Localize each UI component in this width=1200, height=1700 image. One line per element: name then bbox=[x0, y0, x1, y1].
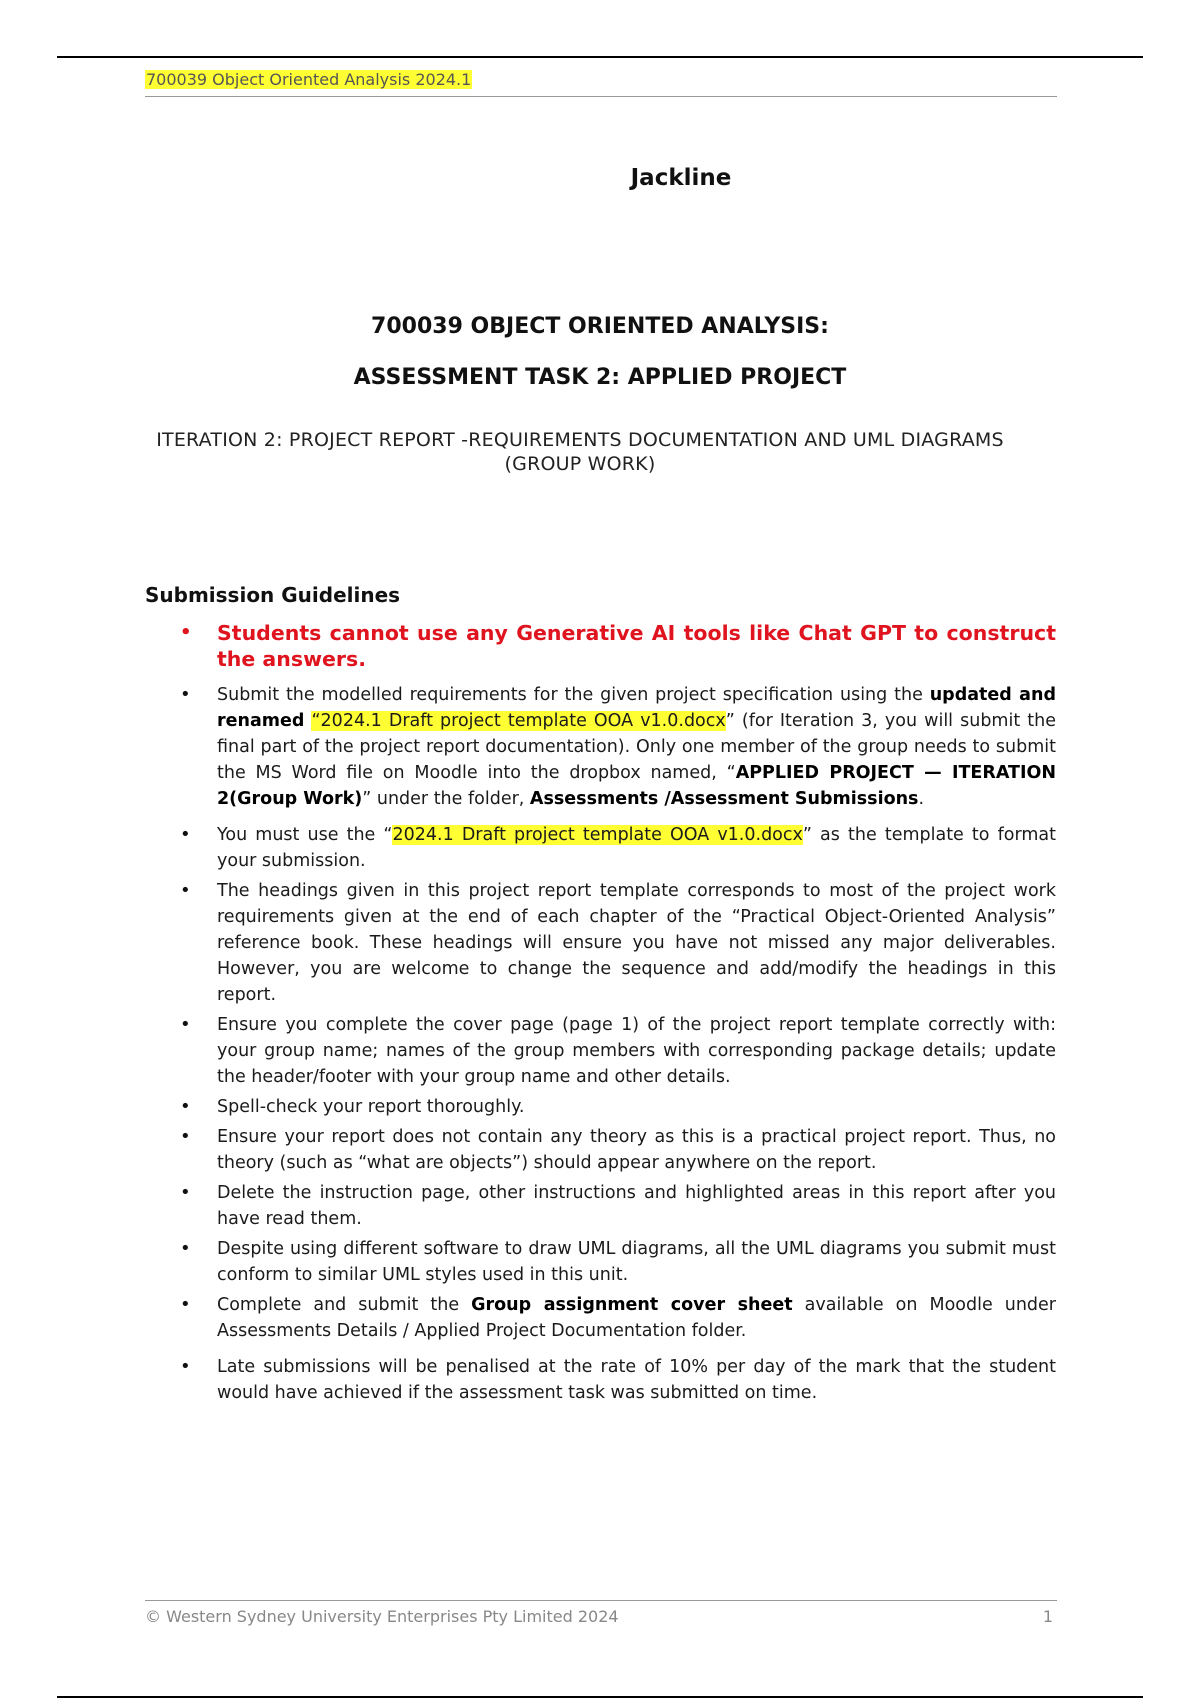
template-filename-highlight: 2024.1 Draft project template OOA v1.0.docx bbox=[392, 825, 803, 845]
guideline-ai-warning: • Students cannot use any Generative AI tools like Chat GPT to construct the answers. bbox=[180, 620, 1056, 672]
running-header bbox=[145, 70, 1057, 97]
guidelines-list bbox=[180, 620, 1056, 1410]
guideline-delete-instructions: • Delete the instruction page, other instructions and highlighted areas in this report after you have read them. bbox=[180, 1180, 1056, 1232]
guideline-cover-sheet: • Complete and submit the Group assignment cover sheet available on Moodle under Assessments Details / Applied Project Documentation folder. bbox=[180, 1292, 1056, 1344]
guideline-submit: • Submit the modelled requirements for the given project specification using the updated and renamed “2024.1 Draft project template OOA v1.0.docx” (for Iteration 3, you will submit the final part of the project report documentation). Only one member of the group needs to submit the MS Word file on Moodle into the dropbox named, “APPLIED PROJECT — ITERATION 2(Group Work)” under the folder, Assessments /Assessment Submissions. bbox=[180, 682, 1056, 812]
iteration-subtitle bbox=[110, 428, 1050, 476]
author-name: Jackline bbox=[630, 165, 732, 191]
guideline-late-submissions: • Late submissions will be penalised at the rate of 10% per day of the mark that the student would have achieved if the assessment task was submitted on time. bbox=[180, 1354, 1056, 1406]
page-footer bbox=[145, 1600, 1057, 1626]
guideline-headings: • The headings given in this project report template corresponds to most of the project work requirements given at the end of each chapter of the “Practical Object-Oriented Analysis” reference book. These headings will ensure you have not missed any major deliverables. However, you are welcome to change the sequence and add/modify the headings in this report. bbox=[180, 878, 1056, 1008]
section-heading: Submission Guidelines bbox=[145, 583, 401, 607]
guideline-template: • You must use the “2024.1 Draft project template OOA v1.0.docx” as the template to format your submission. bbox=[180, 822, 1056, 874]
header-text: 700039 Object Oriented Analysis 2024.1 bbox=[146, 70, 472, 89]
page-bottom-rule bbox=[57, 1696, 1143, 1698]
iteration-line-1: ITERATION 2: PROJECT REPORT -REQUIREMENTS DOCUMENTATION AND UML DIAGRAMS bbox=[156, 429, 1004, 451]
footer-copyright: © Western Sydney University Enterprises Pty Limited 2024 bbox=[145, 1607, 619, 1626]
page-number: 1 bbox=[1042, 1607, 1053, 1626]
guideline-no-theory: • Ensure your report does not contain any theory as this is a practical project report. Thus, no theory (such as “what are objects”) should appear anywhere on the report. bbox=[180, 1124, 1056, 1176]
guideline-uml-styles: • Despite using different software to draw UML diagrams, all the UML diagrams you submit must conform to similar UML styles used in this unit. bbox=[180, 1236, 1056, 1288]
template-filename-highlight: “2024.1 Draft project template OOA v1.0.docx bbox=[311, 711, 726, 731]
unit-title: 700039 OBJECT ORIENTED ANALYSIS: bbox=[371, 314, 829, 339]
page-top-rule bbox=[57, 56, 1143, 58]
assessment-title: ASSESSMENT TASK 2: APPLIED PROJECT bbox=[353, 365, 847, 390]
guideline-spell-check: • Spell-check your report thoroughly. bbox=[180, 1094, 1056, 1120]
guideline-cover-page: • Ensure you complete the cover page (page 1) of the project report template correctly with: your group name; names of the group members with corresponding package details; update the header/footer with your group name and other details. bbox=[180, 1012, 1056, 1090]
iteration-line-2: (GROUP WORK) bbox=[504, 453, 656, 475]
